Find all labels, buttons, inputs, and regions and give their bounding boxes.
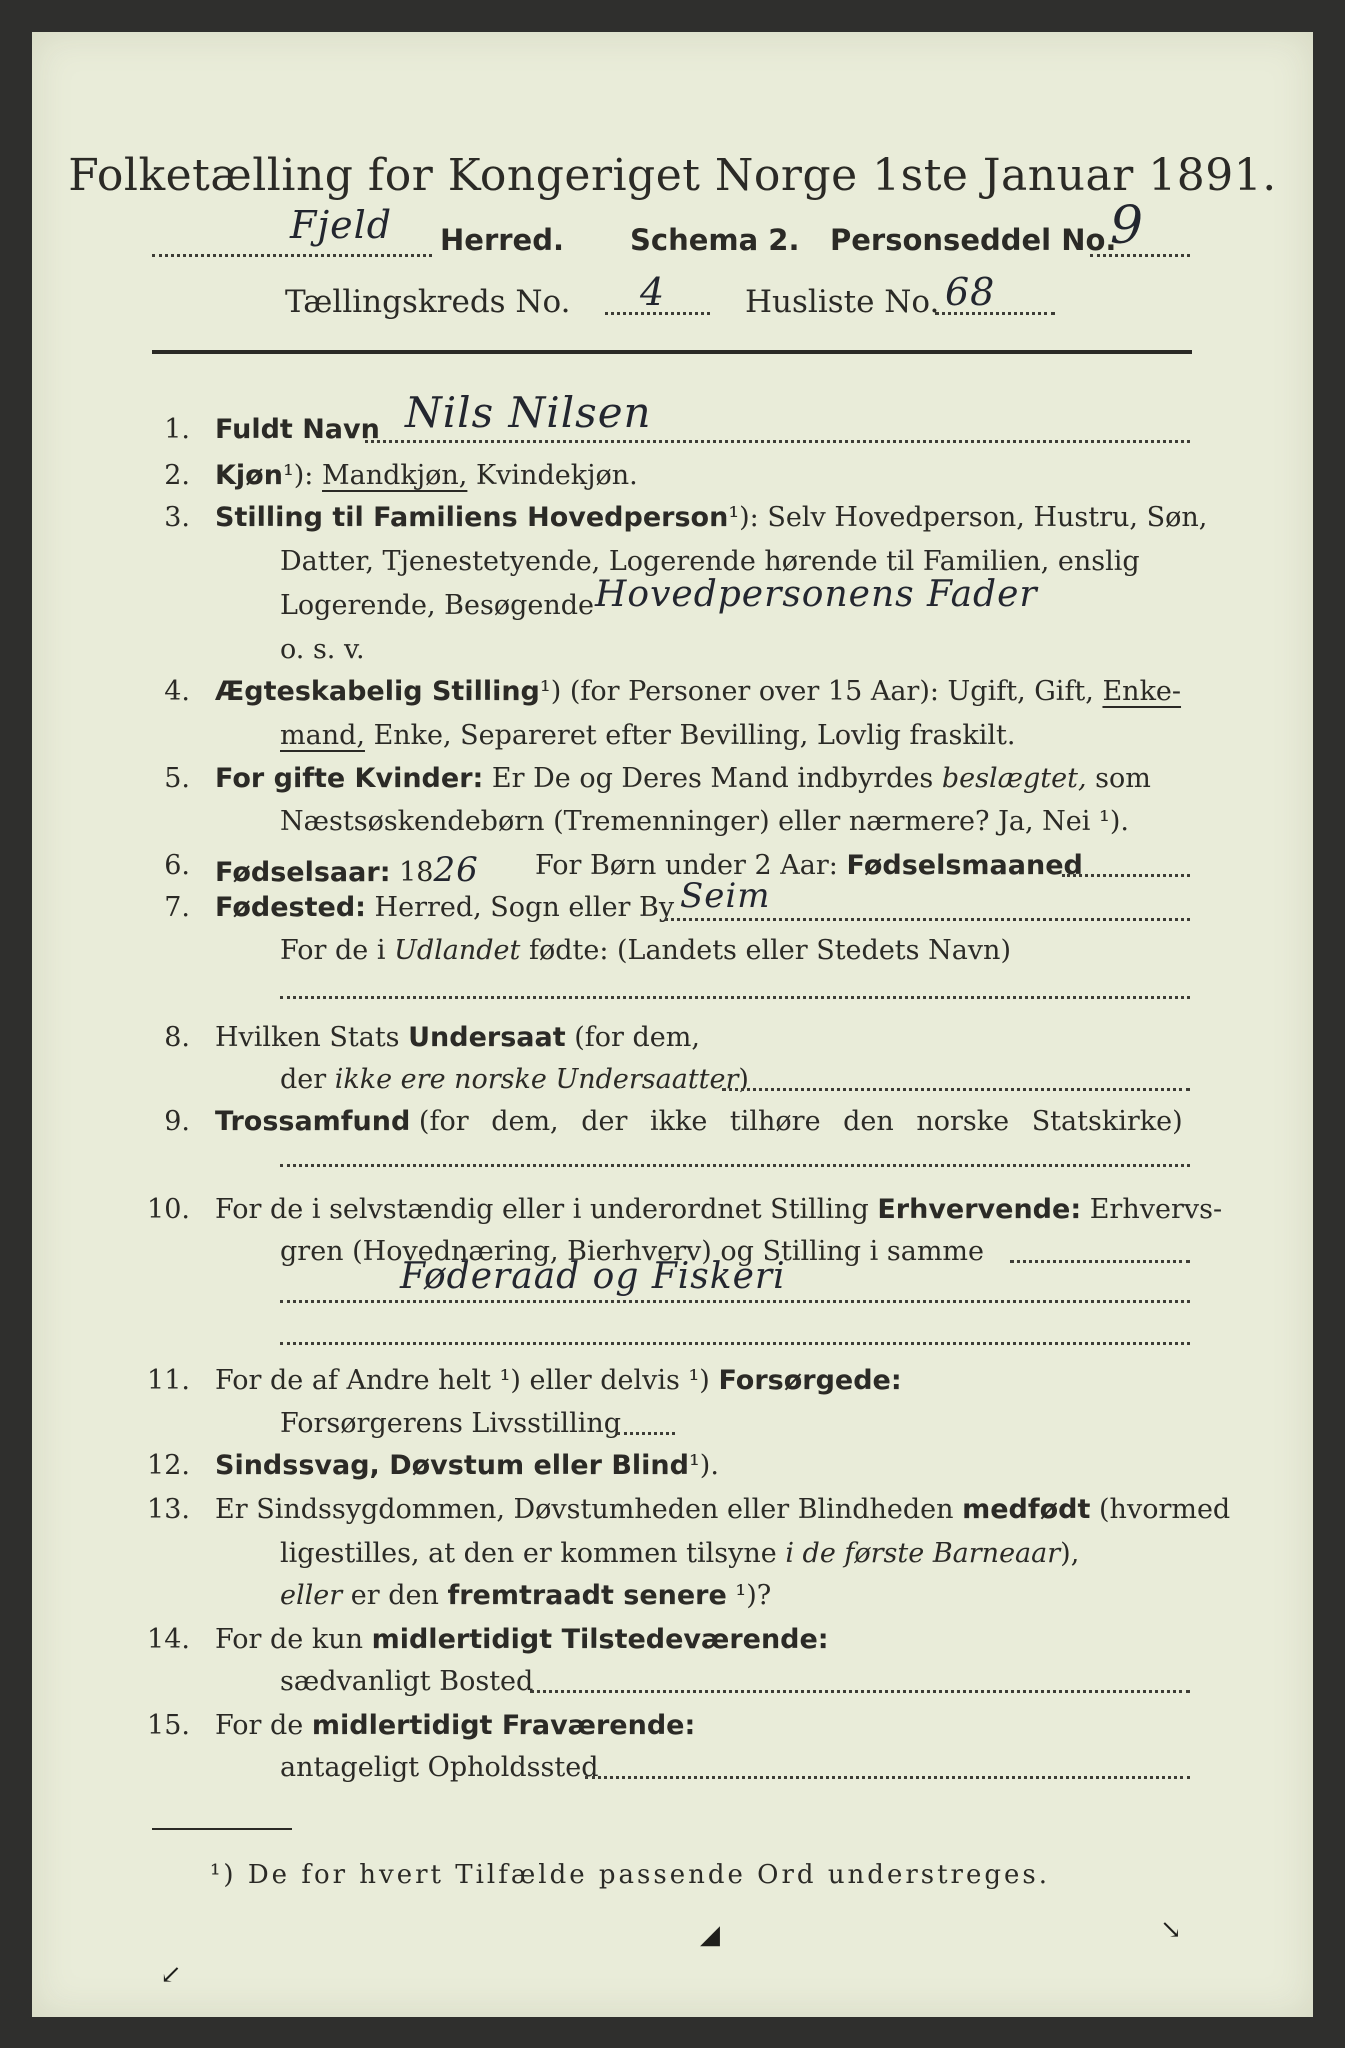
form-title: Folketælling for Kongeriget Norge 1ste Januar 1891.: [68, 150, 1277, 201]
item-2-row: [215, 460, 638, 491]
item-10-dotline3: [280, 1342, 1190, 1345]
herred-label: Herred.: [440, 223, 564, 257]
item-2-label: Kjøn: [215, 460, 283, 491]
kreds-value: 4: [640, 270, 666, 314]
item-3-label: Stilling til Familiens Hovedperson: [215, 502, 729, 533]
item-4-number: 4.: [164, 676, 190, 707]
item-10-row2: gren (Hovednæring, Bierhverv) og Stilling i samme: [280, 1236, 985, 1267]
item-3-row4: o. s. v.: [280, 634, 365, 665]
item-13-label: medfødt: [962, 1494, 1091, 1525]
item-11-label: Forsørgede:: [718, 1365, 902, 1396]
option-mandkjon: Mandkjøn,: [322, 460, 468, 491]
item-14-label: midlertidigt Tilstedeværende:: [371, 1624, 829, 1655]
kreds-label: Tællingskreds No.: [285, 284, 571, 320]
personseddel-label: Personseddel No.: [830, 223, 1117, 257]
item-7-label: Fødested:: [215, 892, 366, 923]
item-9-number: 9.: [164, 1106, 190, 1137]
item-10-label: Erhvervende:: [877, 1194, 1082, 1225]
item-6-text: For Børn under 2 Aar:: [535, 850, 838, 881]
item-6-label: Fødselsaar:: [215, 857, 391, 888]
item-6-row: [215, 850, 479, 890]
item-13-text2c: ),: [1060, 1538, 1080, 1569]
item-14-number: 14.: [147, 1624, 190, 1655]
item-10-number: 10.: [147, 1194, 190, 1225]
personseddel-value: 9: [1110, 196, 1145, 256]
item-6-label2: Fødselsmaaned: [846, 850, 1083, 881]
item-3-row1: [215, 502, 1207, 533]
option-enkemand-part2: mand,: [280, 720, 365, 751]
item-4-label: Ægteskabelig Stilling: [215, 676, 540, 707]
item-13-row1: [215, 1494, 1230, 1525]
footnote: ¹) De for hvert Tilfælde passende Ord understreges.: [210, 1860, 1051, 1890]
item-11-dotline: [617, 1432, 675, 1435]
item-10-value: Føderaad og Fiskeri: [400, 1256, 786, 1297]
item-13-row3: [280, 1580, 771, 1611]
item-8-text2b: ikke ere norske Undersaatter: [334, 1064, 739, 1095]
item-5-label: For gifte Kvinder:: [215, 763, 484, 794]
item-1-number: 1.: [164, 414, 190, 445]
item-13-text3a: eller: [280, 1580, 343, 1611]
item-8-row1: [215, 1022, 700, 1053]
item-13-number: 13.: [147, 1494, 190, 1525]
item-13-text1b: (hvormed: [1099, 1494, 1231, 1525]
item-6-row-right: [535, 850, 1083, 881]
item-13-label2: fremtraadt senere: [447, 1580, 727, 1611]
item-8-row2: [280, 1064, 749, 1095]
item-7-value: Seim: [680, 876, 771, 916]
item-5-text1c: som: [1095, 763, 1151, 794]
item-8-dotline: [722, 1088, 1190, 1091]
item-13-text3b: er den: [350, 1580, 439, 1611]
item-11-text1: For de af Andre helt ¹) eller delvis ¹): [215, 1365, 710, 1396]
option-enkemand-part1: Enke-: [1102, 676, 1182, 707]
option-kvindekjon: Kvindekjøn.: [476, 460, 638, 491]
item-1-label: Fuldt Navn: [215, 414, 380, 445]
herred-value: Fjeld: [290, 203, 393, 247]
schema-label: Schema 2.: [630, 223, 800, 257]
item-4-row1: [215, 676, 1181, 707]
item-6-number: 6.: [164, 850, 190, 881]
item-7-row2: [280, 935, 1011, 966]
item-3-number: 3.: [164, 502, 190, 533]
item-15-row1: [215, 1710, 695, 1741]
item-13-row2: [280, 1538, 1079, 1569]
item-11-row2: Forsørgerens Livsstilling: [280, 1408, 622, 1439]
item-7-text2c: fødte: (Landets eller Stedets Navn): [528, 935, 1011, 966]
item-1-value: Nils Nilsen: [405, 388, 652, 437]
stray-mark-2: ↘: [1160, 1915, 1182, 1945]
stray-mark-3: ↙: [160, 1960, 182, 1990]
item-12-sup: ¹).: [688, 1450, 719, 1481]
item-3-row2: Datter, Tjenestetyende, Logerende hørende til Familien, enslig: [280, 546, 1140, 577]
husliste-label: Husliste No.: [745, 284, 940, 320]
item-3-text1: Selv Hovedperson, Hustru, Søn,: [767, 502, 1208, 533]
item-5-text1b: beslægtet,: [941, 763, 1087, 794]
item-6-prefix: 18: [399, 857, 434, 888]
item-7-number: 7.: [164, 892, 190, 923]
stray-mark-1: ◢: [700, 1920, 720, 1950]
item-14-row2: sædvanligt Bosted: [280, 1666, 534, 1697]
item-2-sup: ¹):: [282, 460, 314, 491]
item-3-value: Hovedpersonens Fader: [595, 574, 1038, 615]
item-6-dotline: [1062, 874, 1190, 877]
item-15-row2: antageligt Opholdssted: [280, 1752, 599, 1783]
item-14-row1: [215, 1624, 829, 1655]
item-5-number: 5.: [164, 763, 190, 794]
item-2-number: 2.: [164, 460, 190, 491]
item-4-text1: (for Personer over 15 Aar): Ugift, Gift,: [569, 676, 1094, 707]
item-4-sup: ¹): [539, 676, 562, 707]
item-7-text2a: For de i: [280, 935, 386, 966]
item-14-text1a: For de kun: [215, 1624, 363, 1655]
item-7-text2b: Udlandet: [394, 935, 521, 966]
header-rule: [152, 350, 1192, 354]
item-15-number: 15.: [147, 1710, 190, 1741]
item-8-text2c: ): [738, 1064, 749, 1095]
item-10-dotline2: [280, 1300, 1190, 1303]
item-12-row: [215, 1450, 719, 1481]
item-15-label: midlertidigt Fraværende:: [311, 1710, 696, 1741]
item-9-label: Trossamfund: [215, 1106, 411, 1137]
item-5-text1a: Er De og Deres Mand indbyrdes: [491, 763, 934, 794]
herred-dotline: [152, 254, 432, 257]
item-8-label2: Undersaat: [408, 1022, 566, 1053]
item-7-row1: [215, 892, 674, 923]
item-14-dotline: [530, 1690, 1190, 1693]
item-1-dotline: [365, 440, 1190, 443]
item-10-row1: [215, 1194, 1222, 1225]
item-8-number: 8.: [164, 1022, 190, 1053]
item-4-text2: Enke, Separeret efter Bevilling, Lovlig fraskilt.: [373, 720, 1016, 751]
item-9-dotline: [280, 1164, 1190, 1167]
item-11-row1: [215, 1365, 902, 1396]
item-13-text2a: ligestilles, at den er kommen tilsyne: [280, 1538, 777, 1569]
item-15-dotline: [585, 1776, 1190, 1779]
item-13-text1a: Er Sindssygdommen, Døvstumheden eller Blindheden: [215, 1494, 954, 1525]
item-5-row2: Næstsøskendebørn (Tremenninger) eller nærmere? Ja, Nei ¹).: [280, 806, 1129, 837]
item-9-text: (for dem, der ikke tilhøre den norske Statskirke): [418, 1106, 1183, 1137]
item-11-number: 11.: [147, 1365, 190, 1396]
item-7-text1: Herred, Sogn eller By: [374, 892, 675, 923]
item-6-value: 26: [433, 850, 479, 890]
husliste-value: 68: [945, 270, 996, 314]
item-3-row3: Logerende, Besøgende: [280, 590, 594, 621]
item-8-text2a: der: [280, 1064, 327, 1095]
item-3-sup: ¹):: [728, 502, 759, 533]
item-15-text1a: For de: [215, 1710, 304, 1741]
item-13-text2b: i de første Barneaar: [785, 1538, 1061, 1569]
item-5-row1: [215, 763, 1151, 794]
item-7-dotline: [665, 918, 1190, 921]
item-13-text3c: ¹)?: [735, 1580, 772, 1611]
item-4-row2: [280, 720, 1015, 751]
item-10-text1b: Erhvervs-: [1089, 1194, 1223, 1225]
item-8-text1: (for dem,: [574, 1022, 700, 1053]
item-10-text1a: For de i selvstændig eller i underordnet Stilling: [215, 1194, 869, 1225]
item-12-label: Sindssvag, Døvstum eller Blind: [215, 1450, 689, 1481]
item-7-dotline2: [280, 996, 1190, 999]
item-12-number: 12.: [147, 1450, 190, 1481]
item-10-dotline1: [1010, 1260, 1190, 1263]
item-8-label1: Hvilken Stats: [215, 1022, 400, 1053]
item-9-row: [215, 1106, 1183, 1137]
footnote-rule: [152, 1828, 292, 1830]
